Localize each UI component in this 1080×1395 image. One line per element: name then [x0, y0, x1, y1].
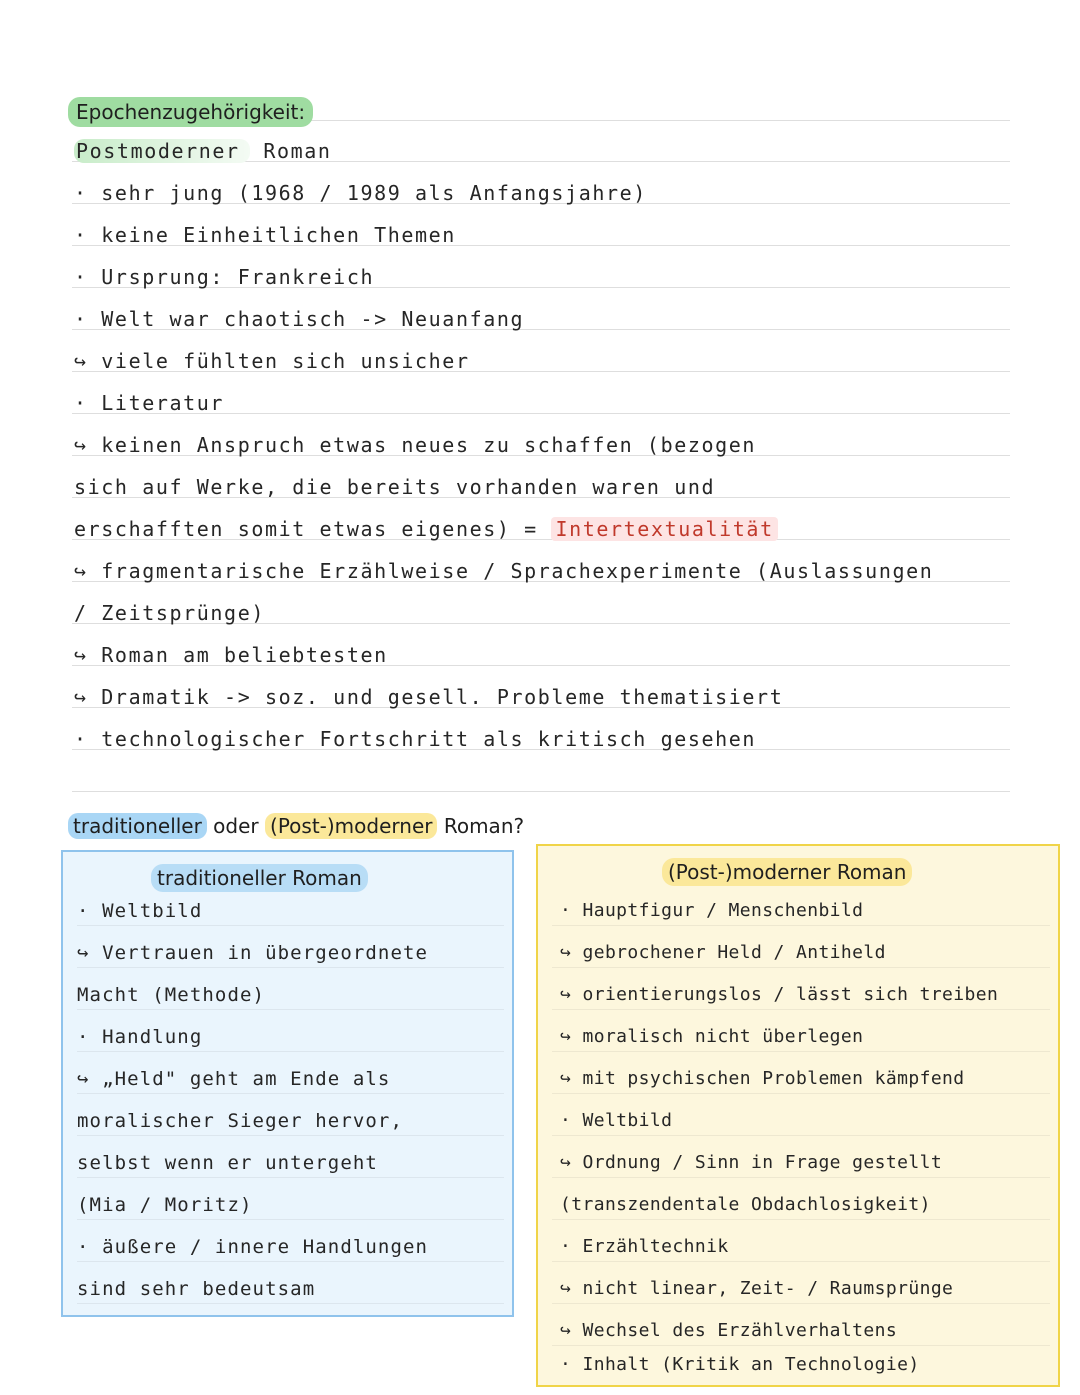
postmodern-box-title: (Post-)moderner Roman — [662, 858, 912, 886]
box-rule — [552, 1345, 1050, 1346]
box-rule — [552, 1261, 1050, 1262]
note-line: · sehr jung (1968 / 1989 als Anfangsjahre) — [74, 181, 647, 205]
postmodern-line: ↪ Wechsel des Erzählverhaltens — [560, 1320, 898, 1341]
question-or: oder — [206, 814, 266, 838]
postmodern-line: ↪ moralisch nicht überlegen — [560, 1026, 864, 1047]
ruled-line — [72, 791, 1010, 792]
traditional-line: · Weltbild — [77, 900, 203, 922]
postmodern-novel-box — [536, 844, 1060, 1387]
traditional-line: (Mia / Moritz) — [77, 1194, 253, 1216]
comparison-question — [68, 813, 524, 839]
note-line: · Ursprung: Frankreich — [74, 265, 375, 289]
postmodern-line: ↪ orientierungslos / lässt sich treiben — [560, 984, 999, 1005]
note-line: · keine Einheitlichen Themen — [74, 223, 456, 247]
note-line: / Zeitsprünge) — [74, 601, 265, 625]
intertextuality-highlight: Intertextualität — [551, 517, 777, 541]
traditional-novel-box — [61, 850, 514, 1317]
note-line — [74, 515, 778, 543]
box-rule — [552, 1177, 1050, 1178]
note-line: ↪ viele fühlten sich unsicher — [74, 349, 470, 373]
box-rule — [552, 1219, 1050, 1220]
postmodern-line: · Inhalt (Kritik an Technologie) — [560, 1354, 920, 1375]
traditional-line: selbst wenn er untergeht — [77, 1152, 378, 1174]
box-rule — [77, 1303, 504, 1304]
note-line: · technologischer Fortschritt als kritisch gesehen — [74, 727, 757, 751]
postmodern-line: ↪ nicht linear, Zeit- / Raumsprünge — [560, 1278, 954, 1299]
note-line: ↪ Dramatik -> soz. und gesell. Probleme thematisiert — [74, 685, 784, 709]
box-rule — [552, 1303, 1050, 1304]
note-line: ↪ fragmentarische Erzählweise / Sprachexperimente (Auslassungen — [74, 559, 934, 583]
box-rule — [77, 1261, 504, 1262]
box-rule — [552, 1009, 1050, 1010]
note-line: · Welt war chaotisch -> Neuanfang — [74, 307, 525, 331]
note-line: · Literatur — [74, 391, 225, 415]
subheading-highlight: Postmoderner — [74, 139, 250, 163]
traditional-line: · äußere / innere Handlungen — [77, 1236, 429, 1258]
traditional-line: ↪ Vertrauen in übergeordnete — [77, 942, 429, 964]
note-line-text: erschafften somit etwas eigenes) = — [74, 517, 538, 541]
note-line: ↪ keinen Anspruch etwas neues zu schaffen (bezogen — [74, 433, 757, 457]
question-traditional: traditioneller — [68, 813, 207, 839]
traditional-line: Macht (Methode) — [77, 984, 266, 1006]
traditional-line: ↪ „Held" geht am Ende als — [77, 1068, 391, 1090]
postmodern-line: · Hauptfigur / Menschenbild — [560, 900, 864, 921]
postmodern-line: ↪ Ordnung / Sinn in Frage gestellt — [560, 1152, 943, 1173]
box-rule — [552, 1093, 1050, 1094]
postmodern-line: (transzendentale Obdachlosigkeit) — [560, 1194, 931, 1215]
question-postmodern: (Post-)moderner — [265, 813, 437, 839]
traditional-line: · Handlung — [77, 1026, 203, 1048]
box-rule — [77, 1093, 504, 1094]
section-heading: Epochenzugehörigkeit: — [68, 97, 313, 127]
postmodern-line: · Weltbild — [560, 1110, 673, 1131]
box-rule — [77, 1009, 504, 1010]
box-rule — [77, 1051, 504, 1052]
note-line: sich auf Werke, die bereits vorhanden waren und — [74, 475, 716, 499]
question-end: Roman? — [437, 814, 525, 838]
box-rule — [77, 1219, 504, 1220]
subheading-rest: Roman — [263, 139, 332, 163]
box-rule — [77, 1177, 504, 1178]
box-rule — [77, 1135, 504, 1136]
traditional-line: sind sehr bedeutsam — [77, 1278, 316, 1300]
postmodern-line: ↪ gebrochener Held / Antiheld — [560, 942, 886, 963]
box-rule — [77, 967, 504, 968]
box-rule — [552, 1051, 1050, 1052]
traditional-box-title: traditioneller Roman — [151, 864, 368, 892]
traditional-line: moralischer Sieger hervor, — [77, 1110, 404, 1132]
subheading — [74, 137, 332, 165]
box-rule — [552, 967, 1050, 968]
box-rule — [77, 925, 504, 926]
postmodern-line: · Erzähltechnik — [560, 1236, 729, 1257]
note-line: ↪ Roman am beliebtesten — [74, 643, 388, 667]
box-rule — [552, 925, 1050, 926]
postmodern-line: ↪ mit psychischen Problemen kämpfend — [560, 1068, 965, 1089]
box-rule — [552, 1135, 1050, 1136]
